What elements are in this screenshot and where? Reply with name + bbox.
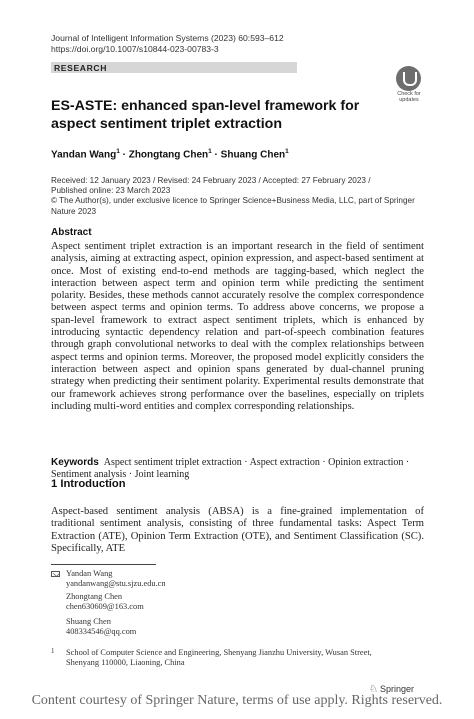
affiliation-text [66, 648, 406, 669]
copyright-line: © The Author(s), under exclusive licence to Springer Science+Business Media, LLC, part of Springer Nature 2023 [51, 196, 415, 216]
badge-label: Check for updates [397, 91, 421, 103]
correspondence-entry [66, 592, 144, 613]
dates-line: Published online: 23 March 2023 [51, 186, 171, 196]
introduction-text: Aspect-based sentiment analysis (ABSA) is a fine-grained implementation of traditional sentiment analysis, consisting of three fundamental tasks: Aspect Term Extraction (ATE), Opinion Term Extraction (OTE), and Sentiment Classification (SC). Specifically, ATE [51, 506, 424, 554]
publisher-logo-text: Springer [380, 684, 415, 694]
correspondent-email[interactable]: yandanwang@stu.sjzu.edu.cn [66, 579, 166, 589]
author-affiliation-mark: 1 [285, 148, 289, 155]
author-name[interactable]: Yandan Wang [51, 149, 117, 161]
keywords-text: Aspect sentiment triplet extraction · Aspect extraction · Opinion extraction · Sentiment analysis · Joint learning [51, 457, 410, 481]
author-affiliation-mark: 1 [208, 148, 212, 155]
section-label: RESEARCH [54, 63, 108, 73]
content-courtesy-footer: Content courtesy of Springer Nature, terms of use apply. Rights reserved. [31, 693, 443, 708]
affiliation-line: School of Computer Science and Engineering, Shenyang Jianzhu University, Wusan Street, [66, 648, 372, 657]
correspondence-entry [66, 617, 136, 638]
correspondence-entry [66, 569, 166, 590]
envelope-icon [51, 571, 60, 577]
correspondent-name: Shuang Chen [66, 617, 111, 626]
article-title: ES-ASTE: enhanced span-level framework for aspect sentiment triplet extraction [51, 98, 360, 132]
abstract-text: Aspect sentiment triplet extraction is an important research in the field of sentiment analysis, aiming at extracting aspect, opinion expression, and aspect-based sentiment at once. Most of existing end-to-end methods are tagging-based, which neglect the interaction between aspect term and opinion term while predicting the sentiment polarity. Besides, these methods cannot accurately resolve the complex correspondence between aspect terms and opinion terms. To address above concerns, we propose a span-level framework to extract aspect sentiment triplets, which is enhanced by introducing syntactic dependency relation and part-of-speech combination features through graph convolutional networks to deal with the complex relationships between aspect terms and opinion terms. Moreover, the proposed model explicitly considers the interaction between aspect and opinion spans generated by dual-channel pruning strategy when predicting their sentiment polarity. Experimental results demonstrate that our framework achieves strong performance over the baselines, especially on triplets including multi-word entities and complex corresponding relationships. [51, 241, 424, 412]
abstract-heading: Abstract [51, 227, 92, 238]
doi-link[interactable]: https://doi.org/10.1007/s10844-023-00783-3 [51, 43, 219, 54]
author-name[interactable]: Shuang Chen [220, 149, 286, 161]
dates-line: Received: 12 January 2023 / Revised: 24 February 2023 / Accepted: 27 February 2023 / [51, 176, 371, 185]
affiliation-number: 1 [51, 647, 55, 655]
section-heading: 1 Introduction [51, 478, 126, 490]
journal-citation: Journal of Intelligent Information Systems (2023) 60:593–612 [51, 33, 284, 43]
correspondent-email[interactable]: chen630609@163.com [66, 602, 144, 612]
footnote-divider [51, 564, 156, 565]
publication-dates [51, 176, 436, 217]
keywords-label: Keywords [51, 457, 99, 468]
correspondent-name: Zhongtang Chen [66, 592, 123, 601]
journal-info [51, 33, 284, 54]
author-list: Yandan Wang$^1$ · Zhongtang Chen$^1$ · Shuang Chen$^1$ [51, 148, 289, 161]
author-name[interactable]: Zhongtang Chen [128, 149, 209, 161]
check-for-updates-badge[interactable] [392, 66, 426, 102]
check-updates-icon [396, 66, 421, 91]
springer-horse-icon: ♘ [369, 684, 378, 695]
correspondent-name: Yandan Wang [66, 569, 113, 578]
correspondent-email[interactable]: 408334546@qq.com [66, 627, 137, 637]
affiliation-line: Shenyang 110000, Liaoning, China [66, 658, 185, 668]
author-affiliation-mark: 1 [116, 148, 120, 155]
